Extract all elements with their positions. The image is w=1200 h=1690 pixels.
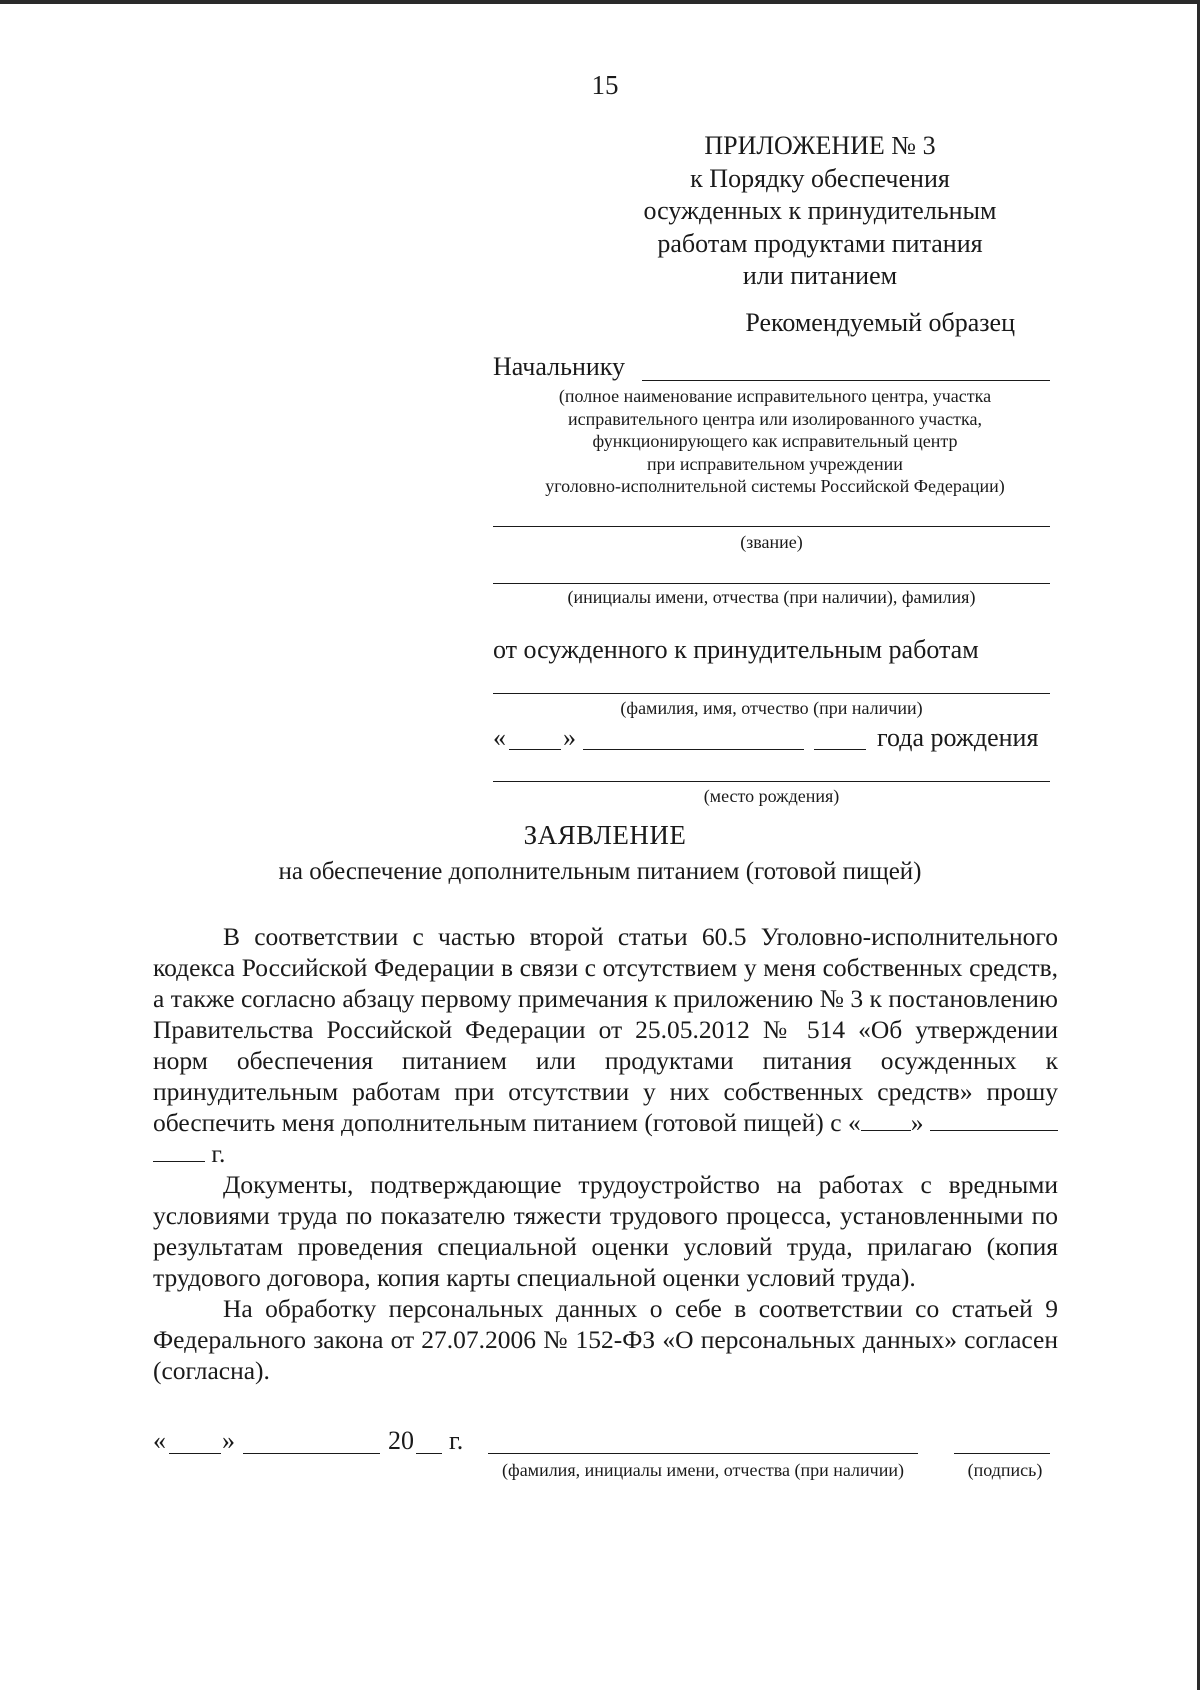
institution-field[interactable] bbox=[642, 380, 1050, 381]
appendix-line: к Порядку обеспечения bbox=[690, 163, 950, 193]
sample-label: Рекомендуемый образец bbox=[745, 308, 1015, 337]
chief-name-field[interactable] bbox=[493, 583, 1050, 584]
paragraph-2: Документы, подтверждающие трудоустройство на работах с вредными условиями труда по показателю тяжести трудового процесса, установленными по результатам проведения специальной оценки условий труда, прилагаю (копия трудового договора, копия карты специальной оценки условий труда). bbox=[153, 1170, 1058, 1292]
appendix-header bbox=[640, 130, 1000, 293]
birthplace-caption: (место рождения) bbox=[703, 786, 840, 806]
sign-quote-close: » bbox=[222, 1426, 235, 1455]
sign-year-suffix: г. bbox=[449, 1426, 464, 1455]
appendix-title: ПРИЛОЖЕНИЕ № 3 bbox=[704, 131, 936, 160]
birth-quote-close: » bbox=[563, 723, 576, 752]
birth-suffix: года рождения bbox=[877, 723, 1039, 752]
start-day-field[interactable] bbox=[861, 1108, 911, 1131]
sender-label: от осужденного к принудительным работам bbox=[493, 635, 979, 664]
institution-caption: (полное наименование исправительного центра, участка исправительного центра или изолированного участка, функционирующего как исправительный центр при исправительном учреждении уголовно-исполнительной системы Российской Федерации) bbox=[545, 386, 1005, 496]
statement-subtitle: на обеспечение дополнительным питанием (готовой пищей) bbox=[278, 858, 922, 885]
start-month-field[interactable] bbox=[930, 1108, 1058, 1131]
statement-title: ЗАЯВЛЕНИЕ bbox=[523, 820, 687, 850]
sign-year-field[interactable] bbox=[416, 1453, 442, 1454]
sign-quote-open: « bbox=[153, 1426, 166, 1455]
start-year-field[interactable] bbox=[153, 1139, 205, 1162]
statement-body bbox=[153, 921, 1058, 1386]
signature-field[interactable] bbox=[954, 1453, 1050, 1454]
rank-field[interactable] bbox=[493, 526, 1050, 527]
birth-day-field[interactable] bbox=[509, 749, 561, 750]
birth-quote-open: « bbox=[493, 723, 506, 752]
appendix-line: или питанием bbox=[742, 261, 898, 290]
sender-name-field[interactable] bbox=[493, 693, 1050, 694]
paragraph-3: На обработку персональных данных о себе в соответствии со статьей 9 Федерального закона от 27.07.2006 № 152-ФЗ «О персональных данных» согласен (согласна). bbox=[153, 1294, 1058, 1385]
paragraph-1: В соответствии с частью второй статьи 60.5 Уголовно-исполнительного кодекса Российской Федерации в связи с отсутствием у меня собственных средств, а также согласно абзацу первому примечания к приложению № 3 к постановлению Правительства Российской Федерации от 25.05.2012 № 514 «Об утверждении норм обеспечения питанием или продуктами питания осужденных к принудительным работам при отсутствии у них собственных средств» прошу обеспечить меня дополнительным питанием (готовой пищей) с « » г. bbox=[153, 922, 1058, 1168]
appendix-line: работам продуктами питания bbox=[657, 228, 983, 258]
scan-edge-top bbox=[0, 0, 1200, 4]
addressee-label: Начальнику bbox=[493, 352, 626, 381]
birth-month-field[interactable] bbox=[583, 749, 804, 750]
sign-month-field[interactable] bbox=[243, 1453, 380, 1454]
sign-year-prefix: 20 bbox=[388, 1426, 414, 1455]
signature-caption: (подпись) bbox=[967, 1460, 1043, 1480]
birthplace-field[interactable] bbox=[493, 781, 1050, 782]
sign-name-caption: (фамилия, инициалы имени, отчества (при наличии) bbox=[502, 1460, 904, 1480]
sign-name-field[interactable] bbox=[488, 1453, 918, 1454]
page-number: 15 bbox=[591, 70, 619, 100]
rank-caption: (звание) bbox=[740, 532, 803, 552]
sender-name-caption: (фамилия, имя, отчество (при наличии) bbox=[620, 698, 923, 718]
chief-name-caption: (инициалы имени, отчества (при наличии), фамилия) bbox=[567, 587, 976, 607]
appendix-line: осужденных к принудительным bbox=[643, 196, 997, 225]
birth-year-field[interactable] bbox=[814, 749, 866, 750]
sign-day-field[interactable] bbox=[169, 1453, 221, 1454]
